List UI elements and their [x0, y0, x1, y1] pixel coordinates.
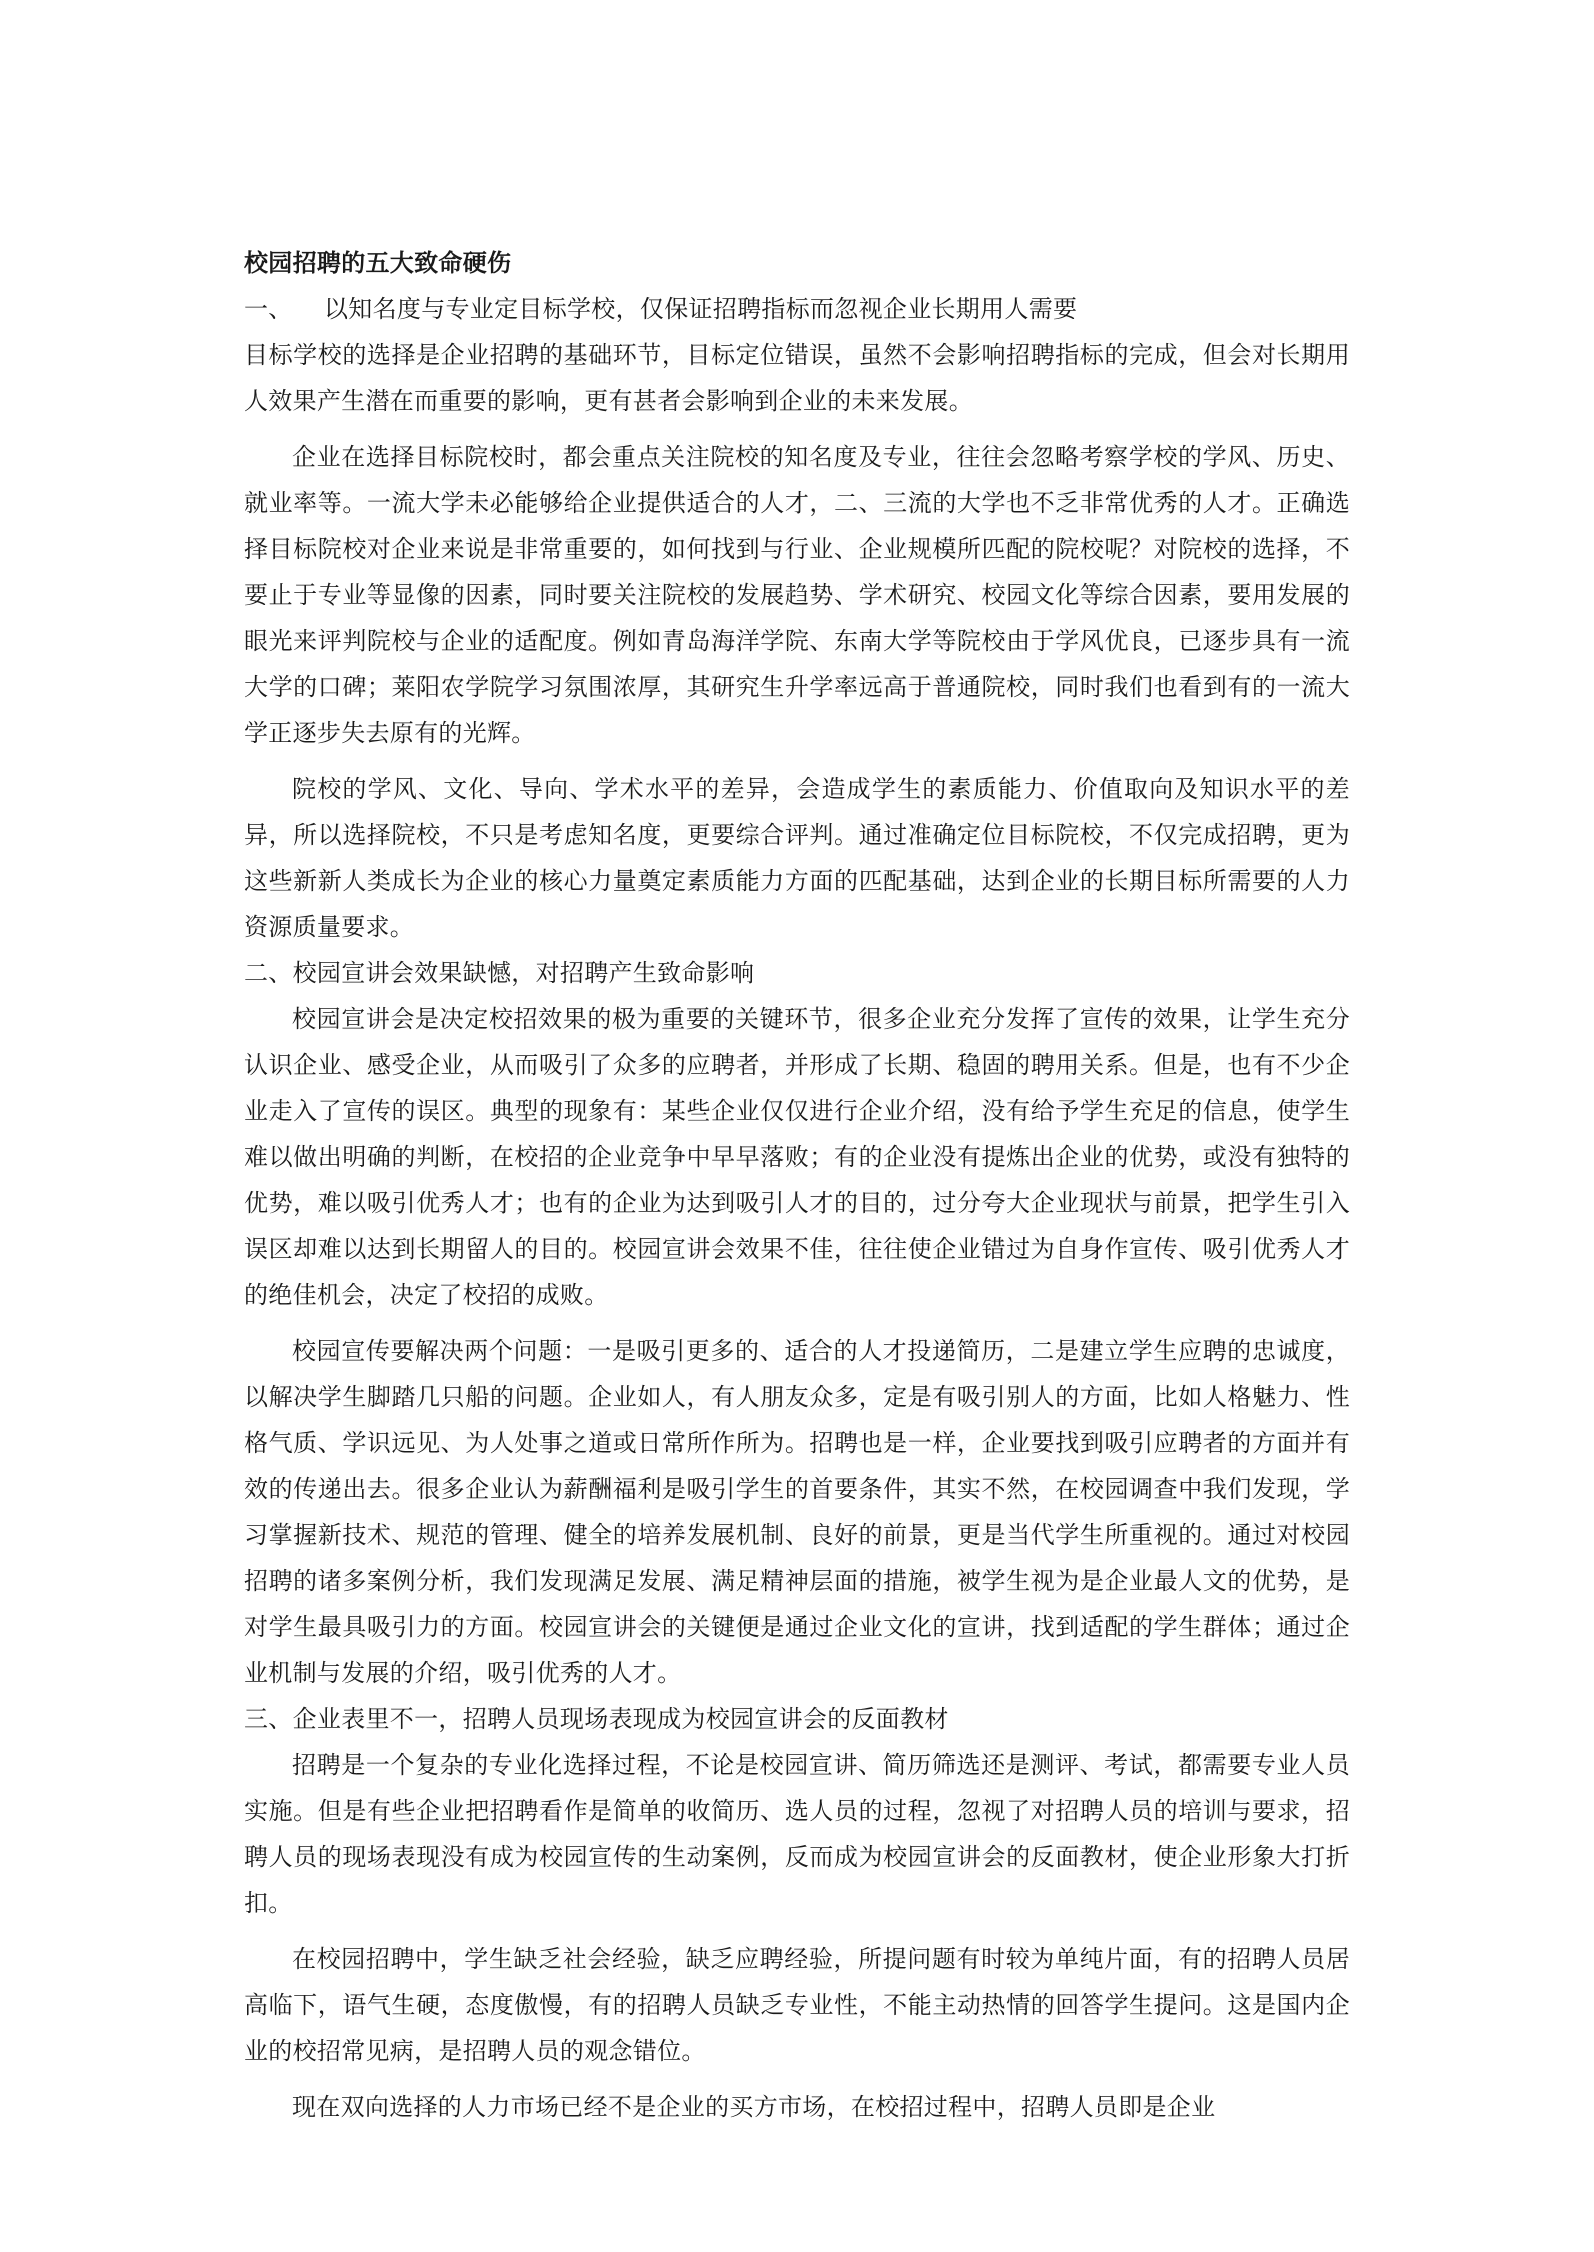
section-1-paragraph-3: 院校的学风、文化、导向、学术水平的差异，会造成学生的素质能力、价值取向及知识水平的差异，所以选择院校，不只是考虑知名度，更要综合评判。通过准确定位目标院校，不仅完成招聘，更为这些新新人类成长为企业的核心力量奠定素质能力方面的匹配基础，达到企业的长期目标所需要的人力资源质量要求。 — [244, 775, 1350, 941]
section-2-heading: 二、校园宣讲会效果缺憾，对招聘产生致命影响 — [244, 959, 755, 987]
section-3-heading: 三、企业表里不一，招聘人员现场表现成为校园宣讲会的反面教材 — [244, 1705, 949, 1733]
section-1-heading — [244, 286, 1350, 332]
section-1-number: 一、 — [244, 295, 293, 323]
section-2-paragraph-2: 校园宣传要解决两个问题：一是吸引更多的、适合的人才投递简历，二是建立学生应聘的忠诚度，以解决学生脚踏几只船的问题。企业如人，有人朋友众多，定是有吸引别人的方面，比如人格魅力、性格气质、学识远见、为人处事之道或日常所作所为。招聘也是一样，企业要找到吸引应聘者的方面并有效的传递出去。很多企业认为薪酬福利是吸引学生的首要条件，其实不然，在校园调查中我们发现，学习掌握新技术、规范的管理、健全的培养发展机制、良好的前景，更是当代学生所重视的。通过对校园招聘的诸多案例分析，我们发现满足发展、满足精神层面的措施，被学生视为是企业最人文的优势，是对学生最具吸引力的方面。校园宣讲会的关键便是通过企业文化的宣讲，找到适配的学生群体；通过企业机制与发展的介绍，吸引优秀的人才。 — [244, 1337, 1350, 1687]
section-1-heading-text: 以知名度与专业定目标学校，仅保证招聘指标而忽视企业长期用人需要 — [324, 295, 1078, 323]
section-2-paragraph-1: 校园宣讲会是决定校招效果的极为重要的关键环节，很多企业充分发挥了宣传的效果，让学生充分认识企业、感受企业，从而吸引了众多的应聘者，并形成了长期、稳固的聘用关系。但是，也有不少企业走入了宣传的误区。典型的现象有：某些企业仅仅进行企业介绍，没有给予学生充足的信息，使学生难以做出明确的判断，在校招的企业竞争中早早落败；有的企业没有提炼出企业的优势，或没有独特的优势，难以吸引优秀人才；也有的企业为达到吸引人才的目的，过分夸大企业现状与前景，把学生引入误区却难以达到长期留人的目的。校园宣讲会效果不佳，往往使企业错过为自身作宣传、吸引优秀人才的绝佳机会，决定了校招的成败。 — [244, 1005, 1350, 1309]
section-1-paragraph-2: 企业在选择目标院校时，都会重点关注院校的知名度及专业，往往会忽略考察学校的学风、历史、就业率等。一流大学未必能够给企业提供适合的人才，二、三流的大学也不乏非常优秀的人才。正确选择目标院校对企业来说是非常重要的，如何找到与行业、企业规模所匹配的院校呢？对院校的选择，不要止于专业等显像的因素，同时要关注院校的发展趋势、学术研究、校园文化等综合因素，要用发展的眼光来评判院校与企业的适配度。例如青岛海洋学院、东南大学等院校由于学风优良，已逐步具有一流大学的口碑；莱阳农学院学习氛围浓厚，其研究生升学率远高于普通院校，同时我们也看到有的一流大学正逐步失去原有的光辉。 — [244, 443, 1350, 747]
section-3-paragraph-1: 招聘是一个复杂的专业化选择过程，不论是校园宣讲、简历筛选还是测评、考试，都需要专业人员实施。但是有些企业把招聘看作是简单的收简历、选人员的过程，忽视了对招聘人员的培训与要求，招聘人员的现场表现没有成为校园宣传的生动案例，反而成为校园宣讲会的反面教材，使企业形象大打折扣。 — [244, 1751, 1350, 1917]
document-body — [244, 240, 1350, 2130]
document-title: 校园招聘的五大致命硬伤 — [244, 248, 512, 277]
section-3-paragraph-3: 现在双向选择的人力市场已经不是企业的买方市场，在校招过程中，招聘人员即是企业 — [292, 2093, 1216, 2121]
section-1-paragraph-1: 目标学校的选择是企业招聘的基础环节，目标定位错误，虽然不会影响招聘指标的完成，但会对长期用人效果产生潜在而重要的影响，更有甚者会影响到企业的未来发展。 — [244, 341, 1350, 415]
section-3-paragraph-2: 在校园招聘中，学生缺乏社会经验，缺乏应聘经验，所提问题有时较为单纯片面，有的招聘人员居高临下，语气生硬，态度傲慢，有的招聘人员缺乏专业性，不能主动热情的回答学生提问。这是国内企业的校招常见病，是招聘人员的观念错位。 — [244, 1945, 1350, 2065]
